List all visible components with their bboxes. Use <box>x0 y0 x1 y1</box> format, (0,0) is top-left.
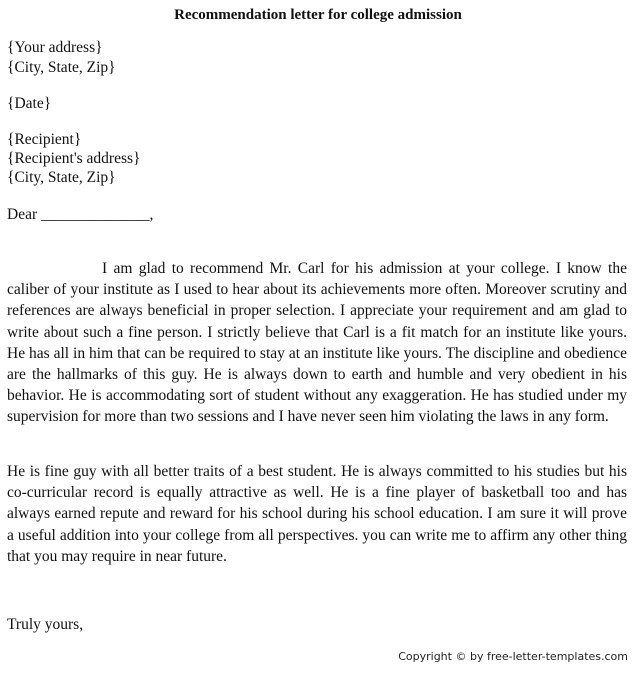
closing: Truly yours, <box>7 616 84 633</box>
recipient-city-state-zip: {City, State, Zip} <box>7 169 116 186</box>
sender-city-state-zip: {City, State, Zip} <box>7 59 116 76</box>
body-paragraph-1: I am glad to recommend Mr. Carl for his admission at your college. I know the caliber of your institute as I used to hear about its achievements more often. Moreover scrutiny and references are always beneficial in proper selection. I appreciate your requirement and am glad to write about such a fine person. I strictly believe that Carl is a fit match for an institute like yours. He has all in him that can be required to stay at an institute like yours. The discipline and obedience are the hallmarks of this guy. He is always down to earth and humble and very obedient in his behavior. He is accommodating sort of student without any exaggeration. He has studied under my supervision for more than two sessions and I have never seen him violating the laws in any form. <box>7 260 627 426</box>
salutation: Dear ______________, <box>7 206 154 223</box>
date-line: {Date} <box>7 95 52 112</box>
letter-title: Recommendation letter for college admission <box>174 7 462 23</box>
sender-address: {Your address} <box>7 39 103 56</box>
recipient-address: {Recipient's address} <box>7 150 141 167</box>
recipient-name: {Recipient} <box>7 131 82 148</box>
copyright-notice: Copyright © by free-letter-templates.com <box>398 650 628 663</box>
body-paragraph-2: He is fine guy with all better traits of a best student. He is always committed to his studies but his co-curricular record is equally attractive as well. He is a fine player of basketball too and has always earned repute and reward for his school during his school education. I am sure it will prove a useful addition into your college from all perspectives. you can write me to affirm any other thing that you may require in near future. <box>7 463 627 565</box>
